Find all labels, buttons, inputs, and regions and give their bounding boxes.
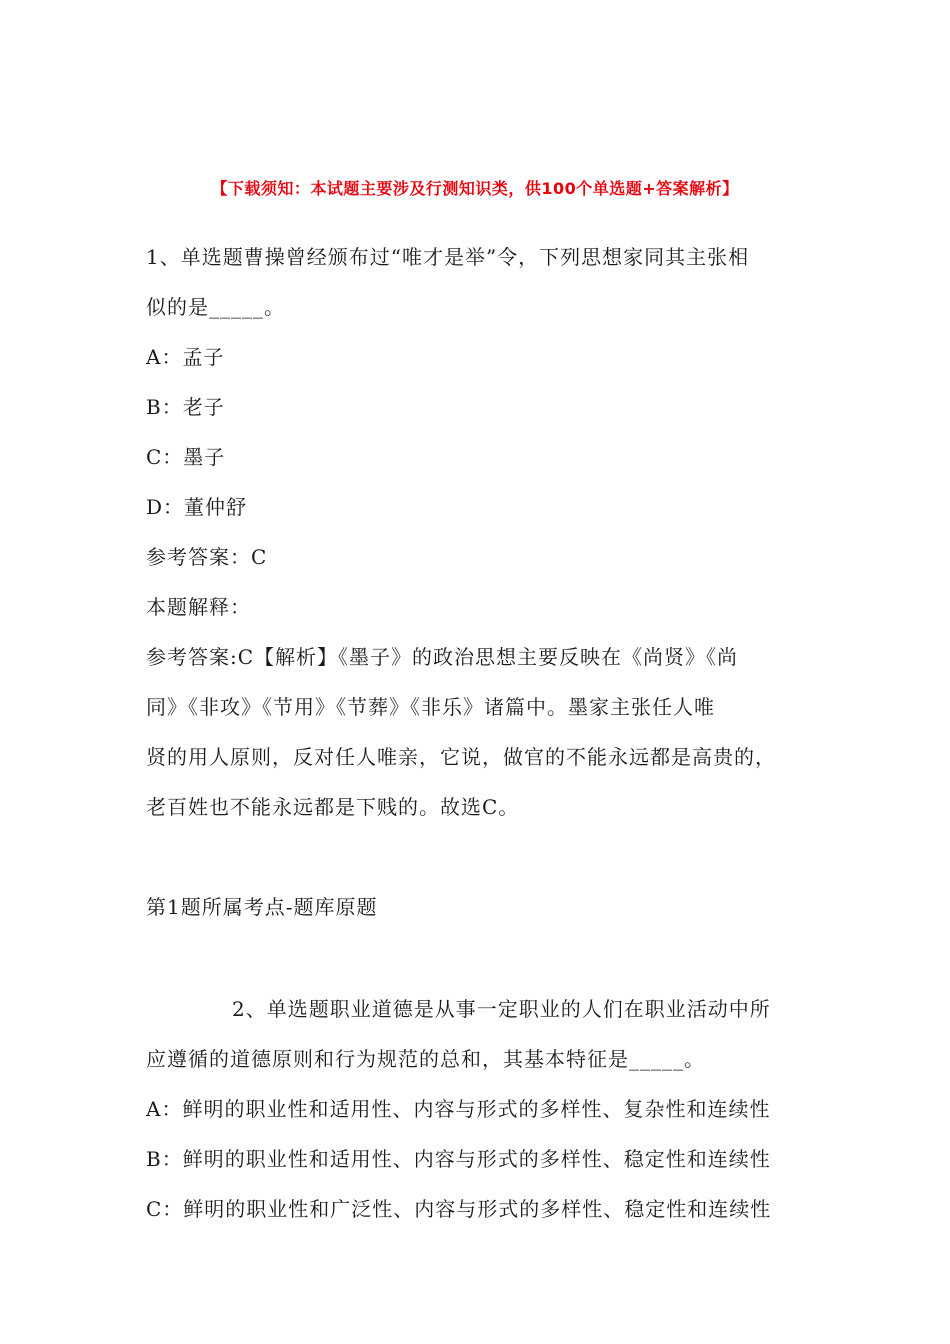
question-1-topic: 第1题所属考点-题库原题 — [146, 895, 378, 919]
question-1-option-c: C：墨子 — [146, 445, 226, 469]
question-1 — [146, 232, 836, 932]
question-1-answer: 参考答案：C — [146, 545, 268, 569]
question-2-option-a: A：鲜明的职业性和适用性、内容与形式的多样性、复杂性和连续性 — [146, 1097, 771, 1121]
question-1-option-a: A：孟子 — [146, 345, 225, 369]
question-content — [146, 232, 836, 1234]
question-1-option-d: D：董仲舒 — [146, 495, 248, 519]
question-2-stem-line-1: 2、单选题职业道德是从事一定职业的人们在职业活动中所 — [232, 997, 771, 1021]
question-2-option-b: B：鲜明的职业性和适用性、内容与形式的多样性、稳定性和连续性 — [146, 1147, 771, 1171]
question-2 — [146, 984, 836, 1234]
question-1-stem-line-1: 1、单选题曹操曾经颁布过“唯才是举”令，下列思想家同其主张相 — [146, 245, 750, 269]
question-1-explanation-line-2: 同》《非攻》《节用》《节葬》《非乐》诸篇中。墨家主张任人唯 — [146, 695, 715, 719]
spacer — [146, 932, 836, 984]
question-1-stem-line-2: 似的是_____。 — [146, 295, 285, 319]
question-1-explanation-line-3: 贤的用人原则，反对任人唯亲，它说，做官的不能永远都是高贵的， — [146, 745, 776, 769]
question-2-stem-line-2: 应遵循的道德原则和行为规范的总和，其基本特征是_____。 — [146, 1047, 705, 1071]
question-1-option-b: B：老子 — [146, 395, 225, 419]
question-2-option-c: C：鲜明的职业性和广泛性、内容与形式的多样性、稳定性和连续性 — [146, 1197, 772, 1221]
question-1-explanation-line-1: 参考答案:C【解析】《墨子》的政治思想主要反映在《尚贤》《尚 — [146, 645, 739, 669]
question-1-explanation-line-4: 老百姓也不能永远都是下贱的。故选C。 — [146, 795, 520, 819]
question-1-explanation-label: 本题解释： — [146, 595, 251, 619]
download-notice: 【下载须知：本试题主要涉及行测知识类，供100个单选题+答案解析】 — [211, 179, 739, 198]
spacer — [146, 832, 836, 882]
